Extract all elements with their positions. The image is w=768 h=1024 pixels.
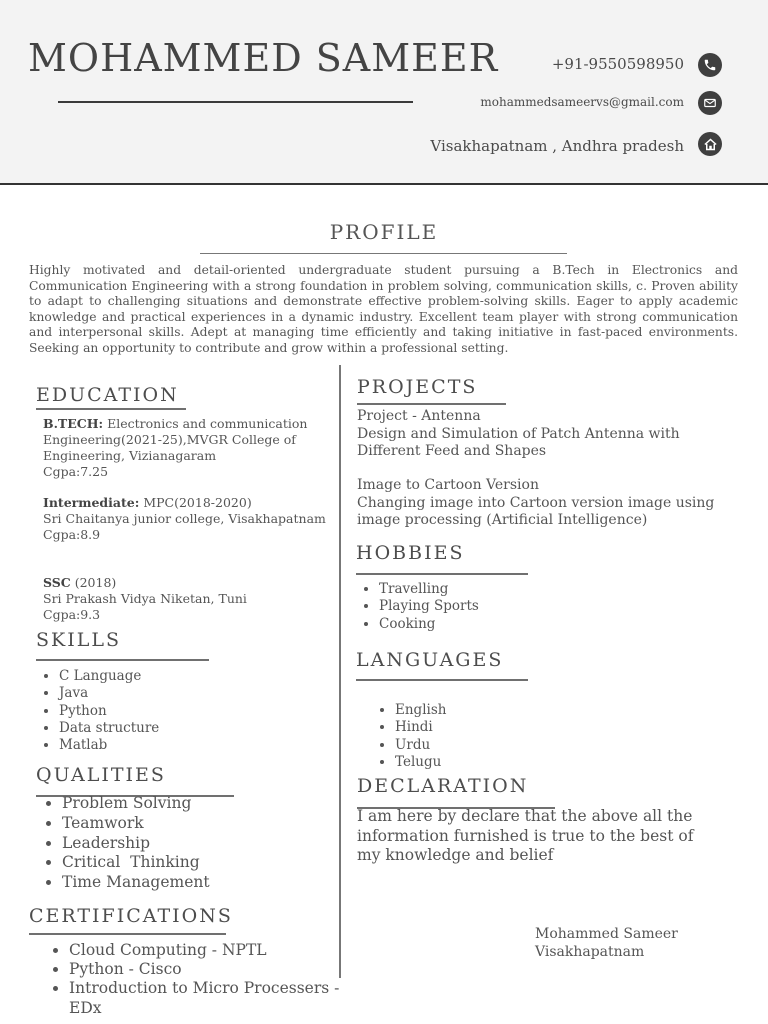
project-entry-cartoon (357, 477, 737, 530)
project-entry-antenna (357, 408, 737, 461)
list-item: • Leadership (62, 834, 210, 854)
degree-detail: MPC(2018-2020) (139, 495, 252, 510)
signature-block (535, 926, 678, 961)
signature-place: Visakhapatnam (535, 943, 645, 960)
phone-number: +91-9550598950 (551, 55, 684, 73)
projects-underline (357, 403, 506, 405)
list-item: • Critical Thinking (62, 853, 210, 873)
candidate-name: MOHAMMED SAMEER (28, 36, 499, 80)
phone-icon (698, 53, 722, 77)
list-item: • Travelling (379, 581, 479, 598)
hobbies-underline (356, 573, 528, 575)
degree-label: SSC (43, 575, 71, 590)
project-name: Image to Cartoon Version (357, 477, 539, 493)
education-entry-ssc (43, 575, 333, 623)
education-underline (36, 408, 186, 410)
name-underline (58, 101, 413, 103)
home-address: Visakhapatnam , Andhra pradesh (430, 137, 684, 155)
list-item: • Urdu (395, 737, 446, 754)
resume-header (0, 0, 768, 185)
list-item: • Hindi (395, 719, 446, 736)
grade: Cgpa:9.3 (43, 607, 101, 622)
degree-detail: Electronics and communication Engineering(2021-25),MVGR College of Engineering, Vizianagaram (43, 416, 308, 463)
qualities-list (38, 794, 210, 893)
list-item: • Problem Solving (62, 794, 210, 814)
declaration-text: I am here by declare that the above all the information furnished is true to the best of my knowledge and belief (357, 807, 694, 864)
projects-heading: PROJECTS (357, 376, 478, 398)
list-item: • Telugu (395, 754, 446, 771)
profile-underline (200, 253, 567, 254)
list-item: • Data structure (59, 720, 159, 737)
institution: Sri Chaitanya junior college, Visakhapatnam (43, 511, 326, 526)
mail-icon (698, 91, 722, 115)
grade: Cgpa:8.9 (43, 527, 101, 542)
declaration-heading: DECLARATION (357, 775, 529, 797)
degree-label: B.TECH: (43, 416, 104, 431)
qualities-heading: QUALITIES (36, 764, 166, 786)
hobbies-heading: HOBBIES (356, 542, 465, 564)
list-item: • Cooking (379, 616, 479, 633)
profile-summary: Highly motivated and detail-oriented undergraduate student pursuing a B.Tech in Electronics and Communication Engineering with a strong foundation in problem solving, communication skills, c. Proven ability to adapt to challenging situations and demonstrate effective problem-solving skills. Eager to apply academic knowledge and practical experiences in a dynamic industry. Excellent team player with strong communication and interpersonal skills. Adept at managing time efficiently and taking initiative in fast-paced environments. Seeking an opportunity to contribute and grow within a professional setting. (29, 263, 738, 355)
skills-underline (36, 659, 209, 661)
list-item: • Matlab (59, 737, 159, 754)
list-item: • English (395, 702, 446, 719)
degree-label: Intermediate: (43, 495, 140, 510)
list-item: • Cloud Computing - NPTL (69, 941, 359, 960)
hobbies-list (355, 581, 479, 633)
skills-list (35, 668, 159, 754)
skills-heading: SKILLS (36, 629, 121, 651)
list-item: • Introduction to Micro Processers - EDx (69, 979, 359, 1017)
email-address: mohammedsameervs@gmail.com (480, 95, 684, 109)
project-description: Design and Simulation of Patch Antenna with Different Feed and Shapes (357, 425, 680, 459)
project-description: Changing image into Cartoon version image using image processing (Artificial Intelligence) (357, 494, 715, 528)
list-item: • Playing Sports (379, 598, 479, 615)
home-icon (698, 132, 722, 156)
signature-name: Mohammed Sameer (535, 926, 678, 942)
degree-detail: (2018) (70, 575, 117, 590)
education-heading: EDUCATION (36, 384, 179, 406)
certifications-list (45, 941, 359, 1018)
profile-heading: PROFILE (329, 220, 439, 244)
list-item: • Python - Cisco (69, 960, 359, 979)
grade: Cgpa:7.25 (43, 464, 109, 479)
languages-heading: LANGUAGES (356, 649, 504, 671)
languages-underline (356, 679, 528, 681)
list-item: • Python (59, 703, 159, 720)
list-item: • Teamwork (62, 814, 210, 834)
education-entry-btech (43, 416, 333, 480)
certifications-heading: CERTIFICATIONS (29, 905, 233, 927)
certifications-underline (29, 933, 226, 935)
project-name: Project - Antenna (357, 408, 481, 424)
institution: Sri Prakash Vidya Niketan, Tuni (43, 591, 247, 606)
list-item: • Time Management (62, 873, 210, 893)
column-divider (339, 365, 341, 978)
education-entry-intermediate (43, 495, 333, 543)
list-item: • C Language (59, 668, 159, 685)
list-item: • Java (59, 685, 159, 702)
languages-list (371, 702, 446, 771)
